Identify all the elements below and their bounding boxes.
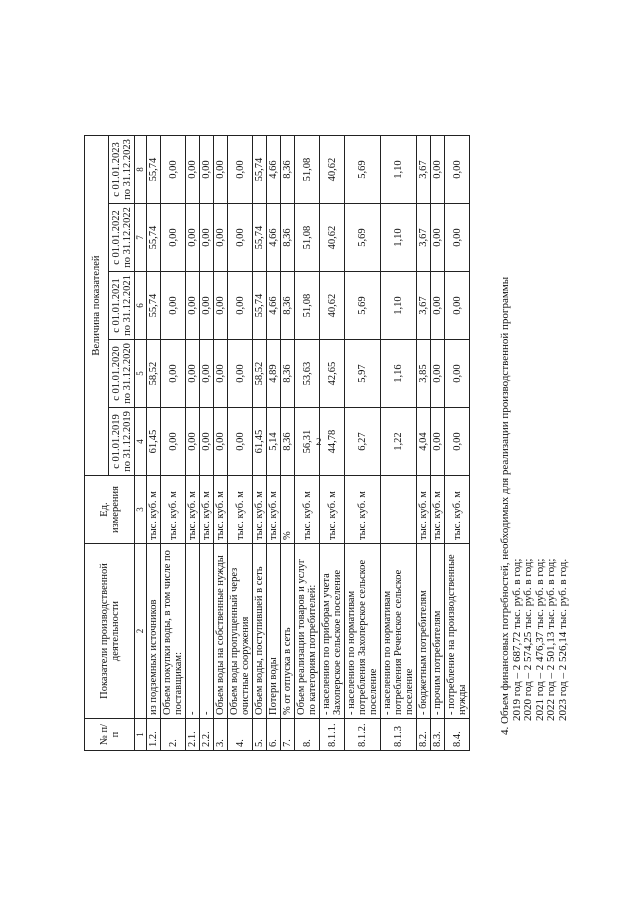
row-unit: % — [281, 476, 295, 544]
column-number: 1 — [135, 719, 147, 751]
row-number: 5. — [253, 719, 267, 751]
row-value: 5,14 — [267, 408, 281, 476]
row-value: 0,00 — [431, 340, 445, 408]
row-value: 4,66 — [267, 272, 281, 340]
financial-line: 2020 год – 2 574,25 тыс. руб. в год; — [522, 558, 534, 721]
row-value: 1,22 — [381, 408, 417, 476]
row-number: 8.2. — [417, 719, 431, 751]
column-number: 6 — [135, 272, 147, 340]
table-row — [186, 136, 200, 751]
table-row — [431, 136, 445, 751]
row-name: - населению по приборам учета Захоперское сельское поселение — [320, 544, 345, 719]
row-value: 0,00 — [186, 340, 200, 408]
row-name: - прочим потребителям — [431, 544, 445, 719]
column-number: 5 — [135, 340, 147, 408]
row-value: 3,85 — [417, 340, 431, 408]
row-value: 0,00 — [161, 408, 186, 476]
row-unit: тыс. куб. м — [417, 476, 431, 544]
row-value: 0,00 — [431, 272, 445, 340]
column-number: 7 — [135, 204, 147, 272]
row-number: 8.4. — [445, 719, 470, 751]
row-value: 3,67 — [417, 204, 431, 272]
row-value: 0,00 — [200, 204, 214, 272]
row-value: 0,00 — [214, 408, 228, 476]
row-value: 61,45 — [253, 408, 267, 476]
row-value: 0,00 — [200, 136, 214, 204]
row-number: 6. — [267, 719, 281, 751]
row-name: Объем воды на собственные нужды — [214, 544, 228, 719]
row-number: 1.2. — [147, 719, 161, 751]
row-value: 0,00 — [161, 136, 186, 204]
row-name: Потери воды — [267, 544, 281, 719]
section-heading: 4. Объем финансовых потребностей, необходимых для реализации производственной программы — [499, 276, 511, 735]
row-value: 4,66 — [267, 136, 281, 204]
table-row — [381, 136, 417, 751]
row-value: 55,74 — [147, 204, 161, 272]
row-name: - — [200, 544, 214, 719]
table-row — [295, 136, 320, 751]
row-value: 0,00 — [214, 136, 228, 204]
header-no: № п/п — [85, 719, 135, 751]
row-unit: тыс. куб. м — [214, 476, 228, 544]
row-value: 0,00 — [161, 272, 186, 340]
row-unit: тыс. куб. м — [431, 476, 445, 544]
header-unit: Ед. измерения — [85, 476, 135, 544]
header-name: Показатели производственной деятельности — [85, 544, 135, 719]
row-value: 55,74 — [253, 136, 267, 204]
row-value: 55,74 — [147, 136, 161, 204]
row-value: 51,08 — [295, 272, 320, 340]
row-value: 0,00 — [214, 204, 228, 272]
row-unit: тыс. куб. м — [253, 476, 267, 544]
row-value: 1,10 — [381, 204, 417, 272]
row-name: из подземных источников — [147, 544, 161, 719]
table-row — [200, 136, 214, 751]
row-unit: тыс. куб. м — [345, 476, 381, 544]
row-value: 51,08 — [295, 136, 320, 204]
table-row — [417, 136, 431, 751]
row-value: 0,00 — [228, 408, 253, 476]
row-value: 0,00 — [186, 204, 200, 272]
row-name: Объем покупки воды, в том числе по поставщикам: — [161, 544, 186, 719]
financial-line: 2021 год – 2 476,37 тыс. руб. в год; — [533, 558, 546, 721]
row-value: 58,52 — [147, 340, 161, 408]
table-row — [281, 136, 295, 751]
row-unit: тыс. куб. м — [186, 476, 200, 544]
row-value: 40,62 — [320, 204, 345, 272]
row-value: 55,74 — [253, 272, 267, 340]
row-value: 0,00 — [200, 340, 214, 408]
row-name: - потребление на производственные нужды — [445, 544, 470, 719]
row-name: % от отпуска в сеть — [281, 544, 295, 719]
table-row — [445, 136, 470, 751]
row-value: 8,36 — [281, 204, 295, 272]
row-value: 0,00 — [228, 340, 253, 408]
row-value: 1,10 — [381, 272, 417, 340]
table-row — [228, 136, 253, 751]
column-number: 8 — [135, 136, 147, 204]
row-number: 8.1.3 — [381, 719, 417, 751]
row-value: 0,00 — [445, 204, 470, 272]
table-row — [214, 136, 228, 751]
row-value: 8,36 — [281, 272, 295, 340]
row-unit: тыс. куб. м — [445, 476, 470, 544]
row-value: 61,45 — [147, 408, 161, 476]
row-value: 0,00 — [161, 340, 186, 408]
row-value: 0,00 — [200, 272, 214, 340]
row-value: 8,36 — [281, 408, 295, 476]
row-value: 0,00 — [186, 272, 200, 340]
table-row — [253, 136, 267, 751]
row-value: 4,89 — [267, 340, 281, 408]
production-indicators-table — [84, 135, 470, 751]
table-row — [267, 136, 281, 751]
row-value: 5,69 — [345, 204, 381, 272]
header-period: с 01.01.2021 по 31.12.2021 — [109, 272, 135, 340]
row-value: 55,74 — [253, 204, 267, 272]
column-number: 2 — [135, 544, 147, 719]
row-name: - бюджетным потребителям — [417, 544, 431, 719]
header-period: с 01.01.2020 по 31.12.2020 — [109, 340, 135, 408]
row-value: 5,69 — [345, 272, 381, 340]
row-value: 8,36 — [281, 136, 295, 204]
row-value: 58,52 — [253, 340, 267, 408]
table-row — [320, 136, 345, 751]
row-value: 0,00 — [431, 204, 445, 272]
page-number: 2 — [316, 436, 322, 448]
row-unit: тыс. куб. м — [228, 476, 253, 544]
row-name: - населению по нормативам потребления Захоперское сельское поселение — [345, 544, 381, 719]
row-number: 8. — [295, 719, 320, 751]
financial-line: 2023 год – 2 526,14 тыс. руб. в год. — [556, 558, 569, 721]
row-number: 2.2. — [200, 719, 214, 751]
table-row — [161, 136, 186, 751]
financial-line: 2019 год – 2 687,72 тыс. руб. в год; — [510, 558, 523, 721]
row-value: 0,00 — [186, 136, 200, 204]
table-row — [147, 136, 161, 751]
row-name: Объем воды пропущенный через очистные сооружения — [228, 544, 253, 719]
row-number: 8.3. — [431, 719, 445, 751]
row-unit: тыс. куб. м — [147, 476, 161, 544]
row-value: 0,00 — [214, 340, 228, 408]
row-value: 0,00 — [445, 408, 470, 476]
row-value: 40,62 — [320, 272, 345, 340]
row-unit — [381, 476, 417, 544]
row-value: 0,00 — [161, 204, 186, 272]
row-value: 0,00 — [200, 408, 214, 476]
row-value: 4,66 — [267, 204, 281, 272]
row-value: 0,00 — [228, 136, 253, 204]
row-name: Объем реализации товаров и услуг по категориям потребителей: — [295, 544, 320, 719]
column-number: 3 — [135, 476, 147, 544]
row-value: 5,69 — [345, 136, 381, 204]
row-value: 1,16 — [381, 340, 417, 408]
row-value: 0,00 — [431, 408, 445, 476]
row-value: 3,67 — [417, 272, 431, 340]
row-unit: тыс. куб. м — [161, 476, 186, 544]
row-name: Объем воды, поступившей в сеть — [253, 544, 267, 719]
row-number: 2.1. — [186, 719, 200, 751]
row-value: 0,00 — [445, 136, 470, 204]
row-value: 8,36 — [281, 340, 295, 408]
row-number: 4. — [228, 719, 253, 751]
row-value: 0,00 — [445, 340, 470, 408]
row-unit: тыс. куб. м — [200, 476, 214, 544]
header-period: с 01.01.2022 по 31.12.2022 — [109, 204, 135, 272]
header-period: с 01.01.2023 по 31.12.2023 — [109, 136, 135, 204]
row-number: 2. — [161, 719, 186, 751]
row-unit: тыс. куб. м — [267, 476, 281, 544]
column-number: 4 — [135, 408, 147, 476]
row-value: 1,10 — [381, 136, 417, 204]
row-value: 3,67 — [417, 136, 431, 204]
row-value: 56,31 — [295, 408, 320, 476]
row-value: 4,04 — [417, 408, 431, 476]
financial-needs-section — [500, 277, 569, 735]
row-number: 3. — [214, 719, 228, 751]
row-value: 53,63 — [295, 340, 320, 408]
row-unit: тыс. куб. м — [320, 476, 345, 544]
row-value: 42,65 — [320, 340, 345, 408]
row-unit: тыс. куб. м — [295, 476, 320, 544]
row-value: 0,00 — [214, 272, 228, 340]
row-value: 0,00 — [228, 272, 253, 340]
row-value: 0,00 — [228, 204, 253, 272]
row-number: 8.1.1. — [320, 719, 345, 751]
row-value: 40,62 — [320, 136, 345, 204]
row-value: 55,74 — [147, 272, 161, 340]
row-name: - населению по нормативам потребления Реченское сельское поселение — [381, 544, 417, 719]
row-value: 5,97 — [345, 340, 381, 408]
header-group: Величина показателей — [85, 136, 109, 476]
row-value: 44,78 — [320, 408, 345, 476]
row-number: 8.1.2. — [345, 719, 381, 751]
row-value: 0,00 — [445, 272, 470, 340]
row-value: 6,27 — [345, 408, 381, 476]
financial-line: 2022 год – 2 501,13 тыс. руб. в год; — [545, 558, 557, 721]
header-period: с 01.01.2019 по 31.12.2019 — [109, 408, 135, 476]
row-value: 51,08 — [295, 204, 320, 272]
row-number: 7. — [281, 719, 295, 751]
row-value: 0,00 — [431, 136, 445, 204]
row-name: - — [186, 544, 200, 719]
table-row — [345, 136, 381, 751]
row-value: 0,00 — [186, 408, 200, 476]
